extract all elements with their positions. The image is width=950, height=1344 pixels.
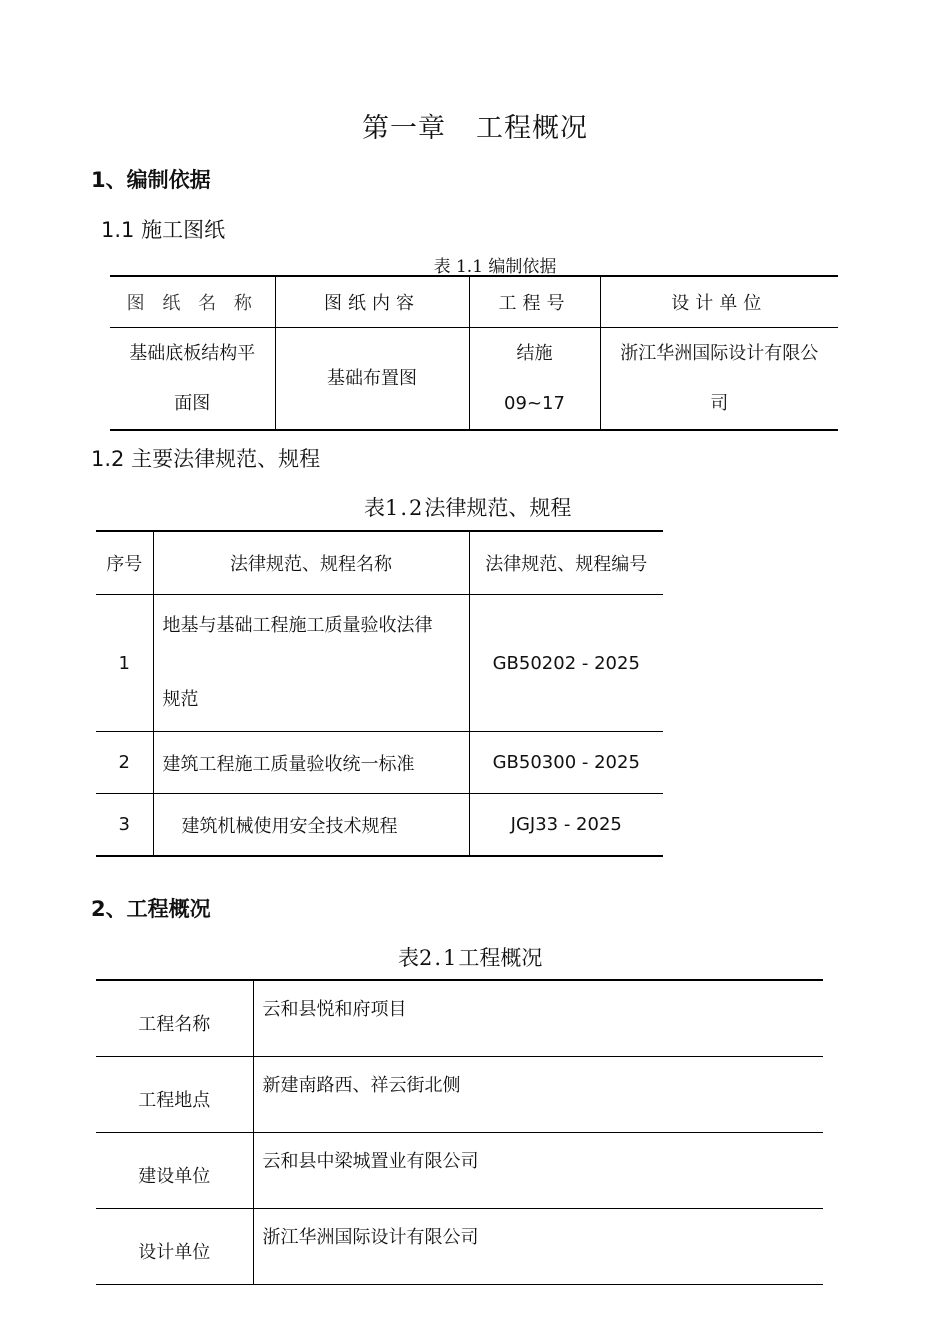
caption-text: 工程概况 (458, 946, 543, 970)
cell-project-number (469, 328, 600, 431)
subsection-1-1-heading: 1.1 施工图纸 (101, 218, 226, 242)
cell-text: 浙江华洲国际设计有限公 (620, 342, 819, 364)
table-header-row (96, 531, 663, 595)
table-drawings (110, 275, 838, 431)
table-row (96, 732, 663, 794)
cell-regulation-name: 建筑工程施工质量验收统一标准 (153, 732, 469, 794)
cell-index: 3 (118, 814, 130, 835)
cell-drawing-name (110, 328, 275, 431)
cell-index: 2 (96, 732, 153, 794)
table-regulations (96, 530, 663, 857)
cell-index: 1 (96, 595, 153, 732)
chapter-number: 第一章 (362, 113, 446, 144)
cell-regulation-name (153, 595, 469, 732)
table-row (96, 1209, 823, 1285)
chapter-title (0, 106, 950, 145)
cell-design-unit (600, 328, 838, 431)
cell-value: 云和县中梁城置业有限公司 (253, 1133, 823, 1209)
cell-regulation-code: GB50202 - 2025 (469, 595, 663, 732)
cell-text: 规范 (162, 689, 199, 710)
header-regulation-name: 法律规范、规程名称 (153, 531, 469, 595)
chapter-name: 工程概况 (476, 113, 588, 144)
caption-prefix: 表 (364, 496, 385, 520)
cell-text: 司 (710, 392, 729, 414)
cell-value: 新建南路西、祥云街北侧 (253, 1057, 823, 1133)
cell-regulation-code: GB50300 - 2025 (469, 732, 663, 794)
section-1-heading: 1、编制依据 (91, 168, 211, 192)
subsection-1-2-heading: 1.2 主要法律规范、规程 (91, 447, 321, 471)
table-row (96, 595, 663, 732)
header-index: 序号 (96, 531, 153, 595)
cell-regulation-code: JGJ33 - 2025 (469, 794, 663, 857)
header-design-unit: 设计单位 (600, 276, 838, 328)
caption-number: 1.2 (385, 496, 425, 520)
table-row (96, 794, 663, 857)
table-header-row (110, 276, 838, 328)
table-row (96, 1133, 823, 1209)
table-1-1-caption: 表 1.1 编制依据 (433, 257, 557, 277)
table-row (96, 980, 823, 1057)
cell-key: 设计单位 (96, 1209, 253, 1285)
header-drawing-name: 图 纸 名 称 (110, 276, 275, 328)
table-project-overview (96, 979, 823, 1285)
cell-key: 建设单位 (96, 1133, 253, 1209)
cell-key: 工程地点 (96, 1057, 253, 1133)
cell-regulation-name: 建筑机械使用安全技术规程 (153, 794, 469, 857)
cell-text: 地基与基础工程施工质量验收法律 (162, 615, 433, 636)
cell-text: 09~17 (504, 392, 565, 414)
cell-value: 云和县悦和府项目 (253, 980, 823, 1057)
table-row (96, 1057, 823, 1133)
cell-drawing-content: 基础布置图 (275, 328, 469, 431)
cell-value: 浙江华洲国际设计有限公司 (253, 1209, 823, 1285)
cell-text: 面图 (174, 392, 211, 414)
table-2-1-caption (398, 942, 542, 972)
section-2-heading: 2、工程概况 (91, 897, 211, 921)
header-regulation-code: 法律规范、规程编号 (469, 531, 663, 595)
cell-text: 结施 (516, 342, 553, 364)
caption-text: 法律规范、规程 (424, 496, 572, 520)
table-row (110, 328, 838, 431)
caption-number: 2.1 (419, 946, 459, 970)
header-project-number: 工程号 (469, 276, 600, 328)
cell-key: 工程名称 (96, 980, 253, 1057)
table-1-2-caption (364, 492, 571, 522)
caption-prefix: 表 (398, 946, 419, 970)
header-drawing-content: 图纸内容 (275, 276, 469, 328)
cell-text: 基础底板结构平 (129, 342, 256, 364)
